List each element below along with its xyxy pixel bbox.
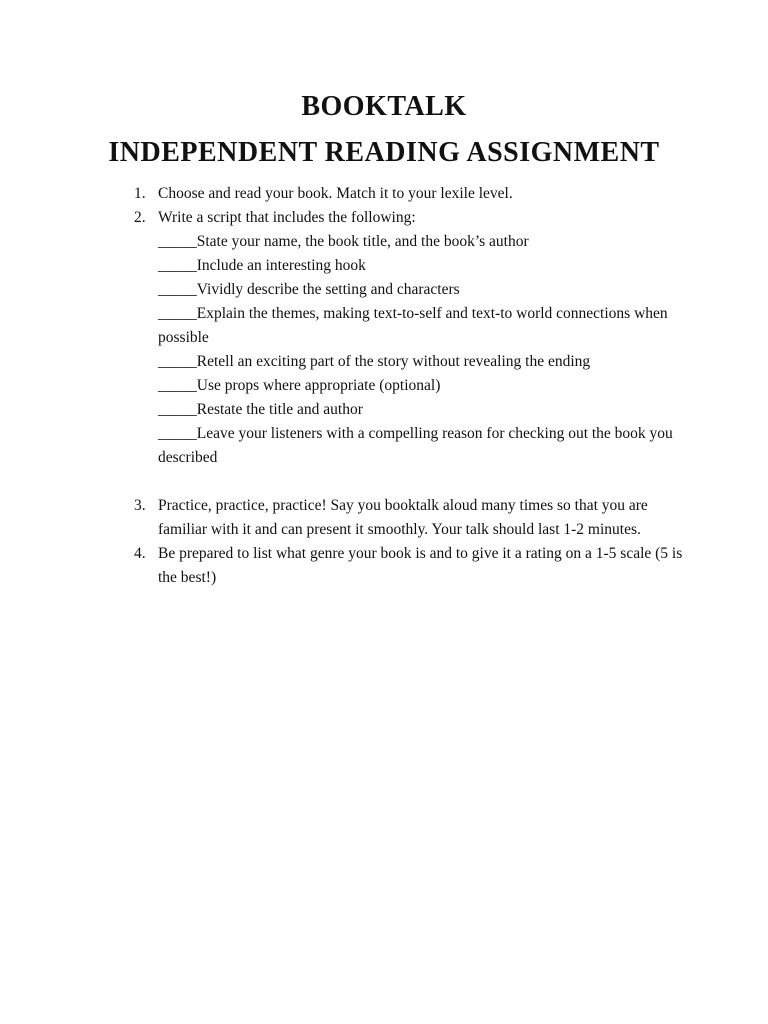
checklist-item: _____Vividly describe the setting and characters <box>158 281 460 298</box>
list-item-text: Write a script that includes the following: <box>158 209 416 226</box>
checklist-item: _____Explain the themes, making text-to-self and text-to world connections when possible <box>158 305 668 346</box>
checklist-item: _____State your name, the book title, and the book’s author <box>158 233 529 250</box>
checklist-item: _____Include an interesting hook <box>158 257 366 274</box>
list-item-text: Choose and read your book. Match it to your lexile level. <box>158 185 513 202</box>
list-number: 2. <box>134 209 146 226</box>
list-item-1 <box>134 182 694 206</box>
assignment-list <box>134 182 694 590</box>
list-number: 1. <box>134 185 146 202</box>
spacer <box>134 470 694 494</box>
checklist-item: _____Retell an exciting part of the story without revealing the ending <box>158 353 591 370</box>
document-subtitle: INDEPENDENT READING ASSIGNMENT <box>108 137 660 168</box>
checklist-item: _____Use props where appropriate (optional) <box>158 377 441 394</box>
list-item-text: Be prepared to list what genre your book is and to give it a rating on a 1-5 scale (5 is the best!) <box>158 545 683 586</box>
list-number: 4. <box>134 545 146 562</box>
checklist-item: _____Restate the title and author <box>158 401 363 418</box>
list-item-3 <box>134 494 694 542</box>
list-item-4 <box>134 542 694 590</box>
document-title: BOOKTALK <box>301 91 467 122</box>
list-number: 3. <box>134 497 146 514</box>
list-item-2 <box>134 206 694 470</box>
checklist-item: _____Leave your listeners with a compelling reason for checking out the book you described <box>158 425 673 466</box>
list-item-text: Practice, practice, practice! Say you booktalk aloud many times so that you are familiar with it and can present it smoothly. Your talk should last 1-2 minutes. <box>158 497 648 538</box>
